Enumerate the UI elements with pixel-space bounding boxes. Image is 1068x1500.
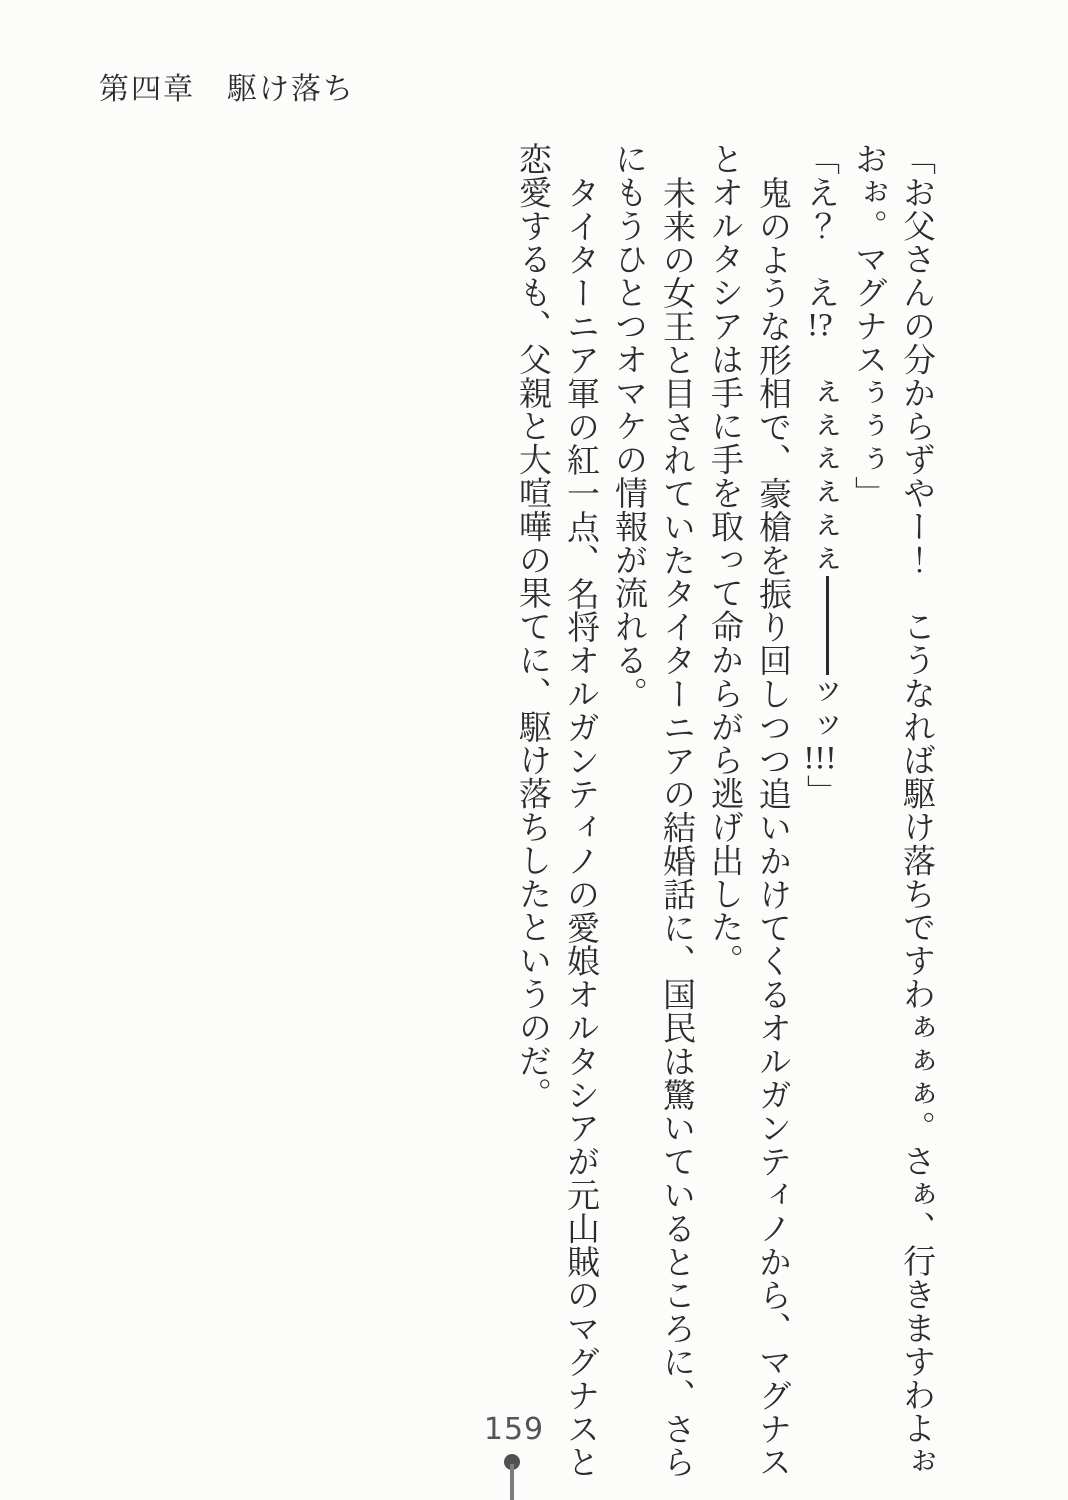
long-dash bbox=[826, 576, 829, 675]
text-segment: ぇぇぇぇぇぇ bbox=[802, 342, 838, 576]
page-number: 159 bbox=[483, 1412, 545, 1447]
text-segment: 」 bbox=[802, 774, 838, 809]
text-segment: 「お父さんの分からずやー！ こうなれば駆け落ちですわぁぁぁ。さぁ、行きますわよぉ bbox=[898, 142, 934, 1478]
text-column bbox=[844, 142, 892, 1482]
text-column bbox=[796, 142, 844, 1482]
text-segment: とオルタシアは手に手を取って命からがら逃げ出した。 bbox=[706, 142, 742, 977]
text-segment: タイターニア軍の紅一点、名将オルガンティノの愛娘オルタシアが元山賊のマグナスと bbox=[562, 176, 598, 1479]
text-segment: 恋愛するも、父親と大喧嘩の果てに、駆け落ちしたというのだ。 bbox=[514, 142, 550, 1111]
position-indicator-line bbox=[510, 1464, 514, 1500]
text-segment: 「え？ え bbox=[802, 142, 838, 309]
text-column bbox=[556, 142, 604, 1482]
body-text bbox=[508, 142, 940, 1482]
text-segment: おぉ。マグナスぅぅぅ」 bbox=[850, 142, 886, 510]
text-segment: にもうひとつオマケの情報が流れる。 bbox=[610, 142, 646, 710]
text-column bbox=[508, 142, 556, 1482]
text-segment: 未来の女王と目されていたタイターニアの結婚話に、国民は驚いているところに、さら bbox=[658, 176, 694, 1479]
text-column bbox=[700, 142, 748, 1482]
text-segment: 鬼のような形相で、豪槍を振り回しつつ追いかけてくるオルガンティノから、マグナス bbox=[754, 176, 790, 1479]
text-segment: ッッ bbox=[802, 674, 838, 742]
tatechuyoko-text: !? bbox=[807, 309, 833, 342]
text-column bbox=[892, 142, 940, 1482]
text-column bbox=[604, 142, 652, 1482]
text-column bbox=[652, 142, 700, 1482]
chapter-heading: 第四章 駆け落ち bbox=[99, 73, 355, 106]
text-column bbox=[748, 142, 796, 1482]
tatechuyoko-text: !!! bbox=[803, 741, 837, 775]
